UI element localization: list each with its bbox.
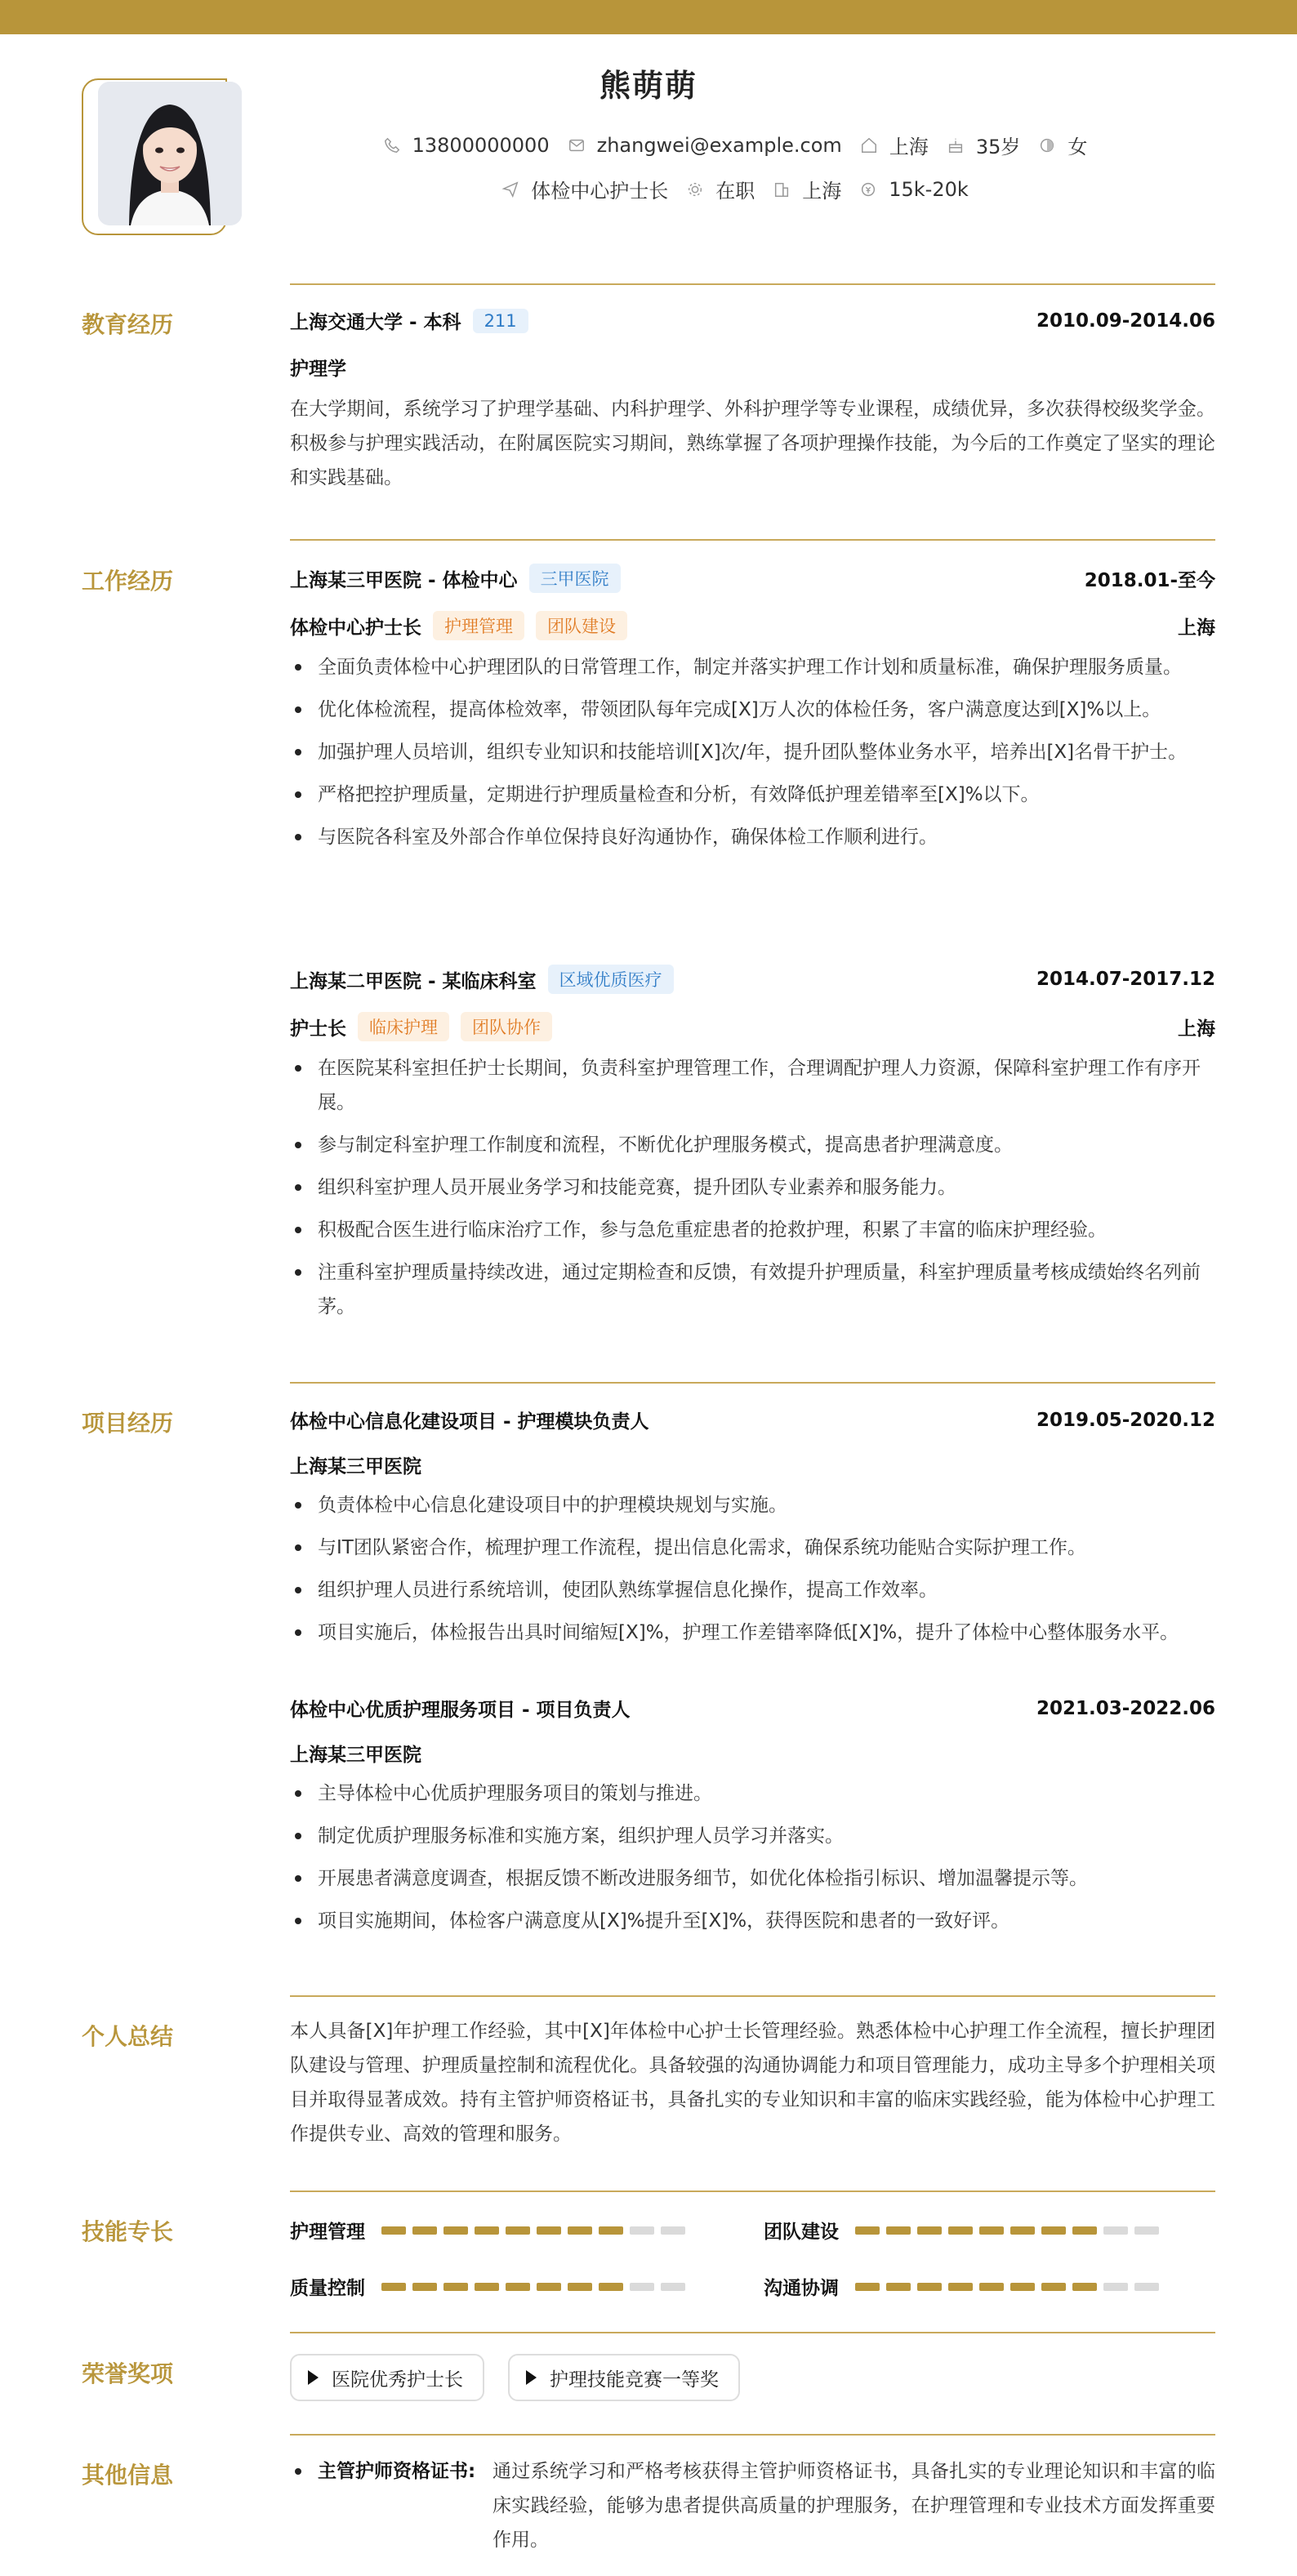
skill-item bbox=[290, 2217, 685, 2244]
phone-text: 13800000000 bbox=[412, 133, 550, 157]
candidate-name: 熊萌萌 bbox=[599, 68, 698, 104]
project-item bbox=[290, 1695, 1215, 1946]
award-badge bbox=[508, 2354, 740, 2401]
project-org: 上海某三甲医院 bbox=[290, 1456, 421, 1477]
salary-item bbox=[859, 178, 969, 201]
skill-level-segment bbox=[381, 2226, 406, 2235]
home-icon bbox=[860, 136, 878, 154]
skill-level-segment bbox=[1010, 2226, 1035, 2235]
cake-icon bbox=[947, 136, 965, 154]
project-head bbox=[290, 1406, 1215, 1433]
divider bbox=[290, 283, 1215, 285]
skill-level-segment bbox=[506, 2226, 530, 2235]
work-org: 上海某二甲医院 - 某临床科室 bbox=[290, 970, 537, 992]
gear-icon bbox=[686, 180, 704, 198]
work-org-tag: 三甲医院 bbox=[529, 564, 621, 593]
age-text: 35岁 bbox=[975, 136, 1021, 158]
work-position-row bbox=[290, 611, 1215, 640]
email-item bbox=[568, 134, 842, 157]
skill-level-segment bbox=[630, 2226, 654, 2235]
skill-item bbox=[290, 2273, 685, 2300]
skill-level-segment bbox=[948, 2226, 973, 2235]
education-period: 2010.09-2014.06 bbox=[1036, 310, 1215, 332]
skill-level-segment bbox=[599, 2283, 623, 2291]
education-head bbox=[290, 307, 1215, 334]
divider bbox=[290, 1995, 1215, 1997]
skill-level-segment bbox=[1010, 2283, 1035, 2291]
send-icon bbox=[501, 180, 519, 198]
skill-level-segment bbox=[948, 2283, 973, 2291]
list-item: 全面负责体检中心护理团队的日常管理工作，制定并落实护理工作计划和质量标准，确保护理服务质量。 bbox=[290, 650, 1215, 684]
city-text: 上海 bbox=[889, 136, 929, 158]
skill-level-segment bbox=[1134, 2226, 1159, 2235]
work-position: 护士长 bbox=[290, 1018, 346, 1040]
project-item bbox=[290, 1406, 1215, 1658]
work-location: 上海 bbox=[1178, 1018, 1215, 1040]
section-title-projects: 项目经历 bbox=[82, 1410, 174, 1437]
divider bbox=[290, 2434, 1215, 2436]
salary-text: 15k-20k bbox=[889, 177, 969, 201]
gender-item bbox=[1038, 131, 1087, 159]
skill-label: 质量控制 bbox=[290, 2278, 365, 2299]
section-title-honors: 荣誉奖项 bbox=[82, 2360, 174, 2387]
work-bullets bbox=[290, 650, 1215, 854]
list-item: 优化体检流程，提高体检效率，带领团队每年完成[X]万人次的体检任务，客户满意度达到[X]%以上。 bbox=[290, 693, 1215, 727]
divider bbox=[290, 539, 1215, 541]
status-text: 在职 bbox=[715, 180, 755, 203]
section-title-skills: 技能专长 bbox=[82, 2218, 174, 2245]
status-item bbox=[686, 175, 755, 203]
mail-icon bbox=[568, 136, 586, 154]
divider bbox=[290, 2332, 1215, 2333]
list-item: 积极配合医生进行临床治疗工作，参与急危重症患者的抢救护理，积累了丰富的临床护理经验。 bbox=[290, 1213, 1215, 1247]
skill-level-segment bbox=[979, 2283, 1004, 2291]
work-skill-tag: 临床护理 bbox=[358, 1012, 449, 1041]
work-period: 2014.07-2017.12 bbox=[1036, 969, 1215, 990]
list-item: 加强护理人员培训，组织专业知识和技能培训[X]次/年，提升团队整体业务水平，培养出[X]名骨干护士。 bbox=[290, 735, 1215, 769]
section-title-work: 工作经历 bbox=[82, 568, 174, 595]
list-item: 负责体检中心信息化建设项目中的护理模块规划与实施。 bbox=[290, 1488, 1215, 1522]
award-badge bbox=[290, 2354, 484, 2401]
summary-text: 本人具备[X]年护理工作经验，其中[X]年体检中心护士长管理经验。熟悉体检中心护理工作全流程，擅长护理团队建设与管理、护理质量控制和流程优化。具备较强的沟通协调能力和项目管理能力，成功主导多个护理相关项目并取得显著成效。持有主管护师资格证书，具备扎实的专业知识和丰富的临床实践经验，能为体检中心护理工作提供专业、高效的管理和服务。 bbox=[290, 2021, 1215, 2145]
play-icon bbox=[526, 2370, 537, 2385]
project-org: 上海某三甲医院 bbox=[290, 1745, 421, 1766]
list-item: 制定优质护理服务标准和实施方案，组织护理人员学习并落实。 bbox=[290, 1819, 1215, 1853]
skill-level-segment bbox=[599, 2226, 623, 2235]
money-icon bbox=[859, 180, 877, 198]
skill-level-segment bbox=[412, 2283, 437, 2291]
target-city-item bbox=[773, 175, 841, 203]
work-skill-tag: 团队协作 bbox=[461, 1012, 552, 1041]
work-period: 2018.01-至今 bbox=[1084, 569, 1215, 591]
building-icon bbox=[773, 180, 791, 198]
work-org: 上海某三甲医院 - 体检中心 bbox=[290, 569, 518, 591]
education-desc: 在大学期间，系统学习了护理学基础、内科护理学、外科护理学等专业课程，成绩优异，多次获得校级奖学金。积极参与护理实践活动，在附属医院实习期间，熟练掌握了各项护理操作技能，为今后的工作奠定了坚实的理论和实践基础。 bbox=[290, 399, 1215, 488]
skill-level-segment bbox=[443, 2226, 468, 2235]
list-item: 开展患者满意度调查，根据反馈不断改进服务细节，如优化体检指引标识、增加温馨提示等。 bbox=[290, 1861, 1215, 1896]
work-location: 上海 bbox=[1178, 617, 1215, 639]
list-item: 参与制定科室护理工作制度和流程，不断优化护理服务模式，提高患者护理满意度。 bbox=[290, 1128, 1215, 1162]
divider bbox=[290, 2190, 1215, 2192]
work-item bbox=[290, 564, 1215, 862]
skill-level-segment bbox=[1072, 2283, 1097, 2291]
other-item bbox=[290, 2454, 1215, 2557]
other-section bbox=[290, 2454, 1215, 2557]
skill-level-bar bbox=[381, 2226, 685, 2235]
skill-level-segment bbox=[1072, 2226, 1097, 2235]
skill-level-segment bbox=[979, 2226, 1004, 2235]
list-item: 与医院各科室及外部合作单位保持良好沟通协作，确保体检工作顺利进行。 bbox=[290, 820, 1215, 854]
summary-section bbox=[290, 2014, 1215, 2151]
skill-level-segment bbox=[1041, 2226, 1066, 2235]
list-item: 组织科室护理人员开展业务学习和技能竞赛，提升团队专业素养和服务能力。 bbox=[290, 1170, 1215, 1205]
skill-item bbox=[764, 2273, 1159, 2300]
age-item bbox=[947, 131, 1021, 159]
skill-level-segment bbox=[475, 2226, 499, 2235]
skill-level-segment bbox=[475, 2283, 499, 2291]
city-item bbox=[860, 131, 929, 159]
play-icon bbox=[308, 2370, 319, 2385]
skill-level-segment bbox=[917, 2226, 942, 2235]
skill-level-segment bbox=[506, 2283, 530, 2291]
skill-label: 团队建设 bbox=[764, 2222, 839, 2243]
list-item: 项目实施后，体检报告出具时间缩短[X]%，护理工作差错率降低[X]%，提升了体检中心整体服务水平。 bbox=[290, 1616, 1215, 1650]
section-title-other: 其他信息 bbox=[82, 2462, 174, 2489]
work-head bbox=[290, 564, 1215, 593]
email-text: zhangwei@example.com bbox=[596, 133, 842, 157]
project-bullets bbox=[290, 1776, 1215, 1938]
bullet-dot bbox=[295, 2468, 301, 2475]
project-period: 2021.03-2022.06 bbox=[1036, 1697, 1215, 1719]
skill-level-segment bbox=[1103, 2283, 1128, 2291]
list-item: 与IT团队紧密合作，梳理护理工作流程，提出信息化需求，确保系统功能贴合实际护理工作。 bbox=[290, 1531, 1215, 1565]
section-title-summary: 个人总结 bbox=[82, 2023, 174, 2050]
job-title-item bbox=[501, 175, 668, 203]
contact-row bbox=[221, 131, 1250, 159]
list-item: 在医院某科室担任护士长期间，负责科室护理管理工作，合理调配护理人力资源，保障科室护理工作有序开展。 bbox=[290, 1051, 1215, 1120]
project-head bbox=[290, 1695, 1215, 1722]
project-period: 2019.05-2020.12 bbox=[1036, 1409, 1215, 1431]
skill-level-segment bbox=[537, 2226, 561, 2235]
list-item: 组织护理人员进行系统培训，使团队熟练掌握信息化操作，提高工作效率。 bbox=[290, 1573, 1215, 1607]
skill-label: 护理管理 bbox=[290, 2222, 365, 2243]
award-label: 护理技能竞赛一等奖 bbox=[550, 2369, 719, 2391]
skill-level-segment bbox=[537, 2283, 561, 2291]
other-text: 通过系统学习和严格考核获得主管护师资格证书，具备扎实的专业理论知识和丰富的临床实践经验，能够为患者提供高质量的护理服务，在护理管理和专业技术方面发挥重要作用。 bbox=[493, 2461, 1215, 2551]
school-tag: 211 bbox=[473, 309, 528, 333]
phone-item bbox=[383, 134, 550, 157]
gender-text: 女 bbox=[1067, 136, 1088, 158]
divider bbox=[290, 1382, 1215, 1384]
top-accent-bar bbox=[0, 0, 1297, 34]
list-item: 严格把控护理质量，定期进行护理质量检查和分析，有效降低护理差错率至[X]%以下。 bbox=[290, 778, 1215, 812]
skill-level-segment bbox=[661, 2283, 685, 2291]
project-bullets bbox=[290, 1488, 1215, 1650]
school-name: 上海交通大学 - 本科 bbox=[290, 312, 461, 333]
work-bullets bbox=[290, 1051, 1215, 1324]
skill-level-bar bbox=[381, 2283, 685, 2291]
award-label: 医院优秀护士长 bbox=[332, 2369, 463, 2391]
major: 护理学 bbox=[290, 359, 346, 380]
skill-level-bar bbox=[855, 2283, 1159, 2291]
job-intent-row bbox=[221, 175, 1250, 203]
skill-item bbox=[764, 2217, 1159, 2244]
skill-level-bar bbox=[855, 2226, 1159, 2235]
skill-level-segment bbox=[661, 2226, 685, 2235]
section-title-education: 教育经历 bbox=[82, 311, 174, 338]
skill-level-segment bbox=[568, 2226, 592, 2235]
work-skill-tag: 护理管理 bbox=[433, 611, 524, 640]
work-org-tag: 区域优质医疗 bbox=[548, 965, 674, 994]
target-city-text: 上海 bbox=[802, 180, 842, 203]
work-head bbox=[290, 965, 1215, 994]
work-skill-tag: 团队建设 bbox=[536, 611, 627, 640]
other-label bbox=[290, 2454, 493, 2489]
list-item: 注重科室护理质量持续改进，通过定期检查和反馈，有效提升护理质量，科室护理质量考核成绩始终名列前茅。 bbox=[290, 1255, 1215, 1324]
skill-level-segment bbox=[1041, 2283, 1066, 2291]
skill-label: 沟通协调 bbox=[764, 2278, 839, 2299]
skill-level-segment bbox=[855, 2226, 880, 2235]
skill-level-segment bbox=[917, 2283, 942, 2291]
phone-icon bbox=[383, 136, 401, 154]
project-name: 体检中心优质护理服务项目 - 项目负责人 bbox=[290, 1700, 631, 1721]
work-item bbox=[290, 965, 1215, 1332]
skill-level-segment bbox=[1103, 2226, 1128, 2235]
skill-level-segment bbox=[886, 2283, 911, 2291]
skill-level-segment bbox=[630, 2283, 654, 2291]
skill-level-segment bbox=[568, 2283, 592, 2291]
work-position-row bbox=[290, 1012, 1215, 1041]
skill-level-segment bbox=[886, 2226, 911, 2235]
skill-level-segment bbox=[381, 2283, 406, 2291]
skill-level-segment bbox=[855, 2283, 880, 2291]
education-section bbox=[290, 307, 1215, 495]
other-label-text: 主管护师资格证书: bbox=[318, 2461, 476, 2482]
work-position: 体检中心护士长 bbox=[290, 617, 421, 639]
skill-level-segment bbox=[412, 2226, 437, 2235]
list-item: 主导体检中心优质护理服务项目的策划与推进。 bbox=[290, 1776, 1215, 1811]
list-item: 项目实施期间，体检客户满意度从[X]%提升至[X]%，获得医院和患者的一致好评。 bbox=[290, 1904, 1215, 1938]
job-title-text: 体检中心护士长 bbox=[531, 180, 669, 203]
skill-level-segment bbox=[1134, 2283, 1159, 2291]
gender-icon bbox=[1038, 136, 1056, 154]
skill-level-segment bbox=[443, 2283, 468, 2291]
project-name: 体检中心信息化建设项目 - 护理模块负责人 bbox=[290, 1411, 649, 1433]
